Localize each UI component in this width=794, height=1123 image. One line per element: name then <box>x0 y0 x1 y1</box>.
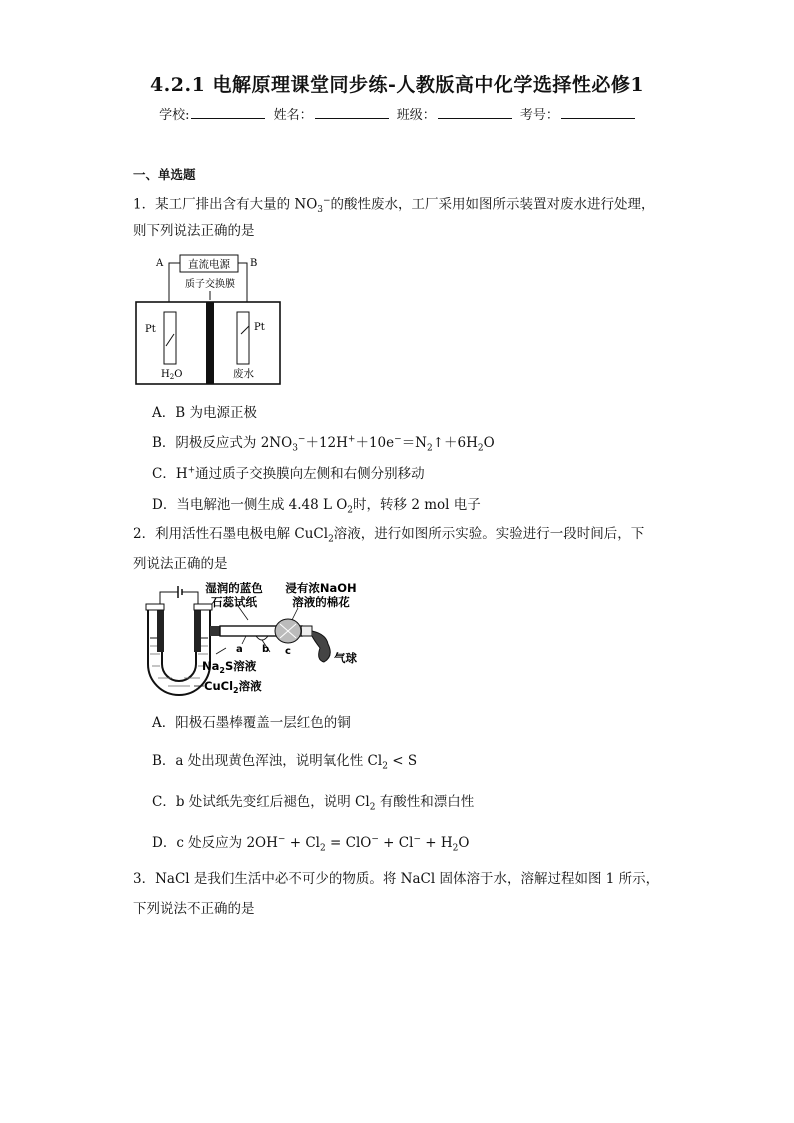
q3-stem-line2: 下列说法不正确的是 <box>133 901 255 917</box>
fig1-label-b: B <box>250 258 258 269</box>
q2-option-c[interactable]: C．b 处试纸先变红后褪色，说明 $Cl_2$ 有酸性和漂白性 <box>152 794 475 813</box>
fig2-cotton-label-2: 溶液的棉花 <box>292 595 350 609</box>
student-info-line <box>0 104 794 123</box>
q2-stem-line2: 列说法正确的是 <box>133 556 228 572</box>
fig1-left-liquid: $H_2O$ <box>161 369 183 381</box>
fig2-balloon <box>312 631 330 662</box>
q3-stem-line1: 3．NaCl 是我们生活中必不可少的物质。将 NaCl 固体溶于水，溶解过程如图 1 所示， <box>133 871 660 887</box>
class-field: 班级： <box>397 104 512 123</box>
q1-electrolysis-figure <box>133 252 283 388</box>
class-blank[interactable] <box>438 106 512 119</box>
q1-stem-line2: 则下列说法正确的是 <box>133 223 255 239</box>
fig2-point-b: b <box>262 644 270 655</box>
q2-stem-line1: 2．利用活性石墨电极电解 CuCl$_2$溶液，进行如图所示实验。实验进行一段时间后，下 <box>133 526 645 545</box>
fig2-paper-label-2: 石蕊试纸 <box>211 595 257 609</box>
q2-option-b[interactable]: B．a 处出现黄色浑浊，说明氧化性 $Cl_2 < S$ <box>152 753 418 772</box>
name-blank[interactable] <box>315 106 389 119</box>
q1-option-d[interactable]: D．当电解池一侧生成 4.48 L $O_2$时，转移 2 mol 电子 <box>152 497 481 516</box>
fig2-point-a: a <box>236 644 243 655</box>
school-field: 学校: <box>159 104 265 123</box>
fig2-balloon-label: 气球 <box>334 651 357 665</box>
q1-option-a[interactable]: A．B 为电源正极 <box>152 405 257 421</box>
fig2-electrode-left <box>157 608 164 652</box>
fig2-na2s-label: $Na_2S$溶液 <box>202 659 257 675</box>
fig1-label-a: A <box>156 258 164 269</box>
page-title: 4.2.1 电解原理课堂同步练-人教版高中化学选择性必修1 <box>149 74 645 96</box>
fig1-electrode-right <box>237 312 249 364</box>
fig1-electrode-left <box>164 312 176 364</box>
fig2-point-c: c <box>285 646 291 657</box>
exam-number-field: 考号： <box>520 104 635 123</box>
q2-option-a[interactable]: A．阳极石墨棒覆盖一层红色的铜 <box>152 715 351 731</box>
q2-option-d[interactable]: D．c 处反应为 $2OH^- + Cl_2 = ClO^- + Cl^- + H_2O$ <box>152 834 470 854</box>
fig2-cotton-label-1: 浸有浓NaOH <box>285 582 357 595</box>
section-heading: 一、单选题 <box>133 167 196 182</box>
q1-option-b[interactable]: B．阴极反应式为 $2NO_3^-+12H^++10e^-=N_2↑+6H_2O$ <box>152 434 495 454</box>
school-blank[interactable] <box>191 106 265 119</box>
fig1-power-label: 直流电源 <box>188 258 230 271</box>
fig1-membrane <box>206 302 214 384</box>
fig1-pt-right: Pt <box>254 322 265 333</box>
fig2-cucl2-label: CuCl$_2$溶液 <box>204 679 262 695</box>
fig1-right-liquid: 废水 <box>233 368 254 380</box>
fig1-membrane-label: 质子交换膜 <box>185 279 235 290</box>
q2-experiment-figure <box>138 582 370 696</box>
name-field: 姓名： <box>274 104 389 123</box>
q1-option-c[interactable]: C．H+通过质子交换膜向左侧和右侧分别移动 <box>152 465 425 482</box>
q1-stem-line1: 1．某工厂排出含有大量的 $NO_3^-$的酸性废水，工厂采用如图所示装置对废水进行处理， <box>133 196 655 216</box>
fig2-electrode-right <box>194 608 201 652</box>
fig2-paper-label-1: 湿润的蓝色 <box>205 582 263 595</box>
fig2-battery <box>178 586 182 598</box>
fig1-pt-left: Pt <box>145 324 156 335</box>
exam-number-blank[interactable] <box>561 106 635 119</box>
